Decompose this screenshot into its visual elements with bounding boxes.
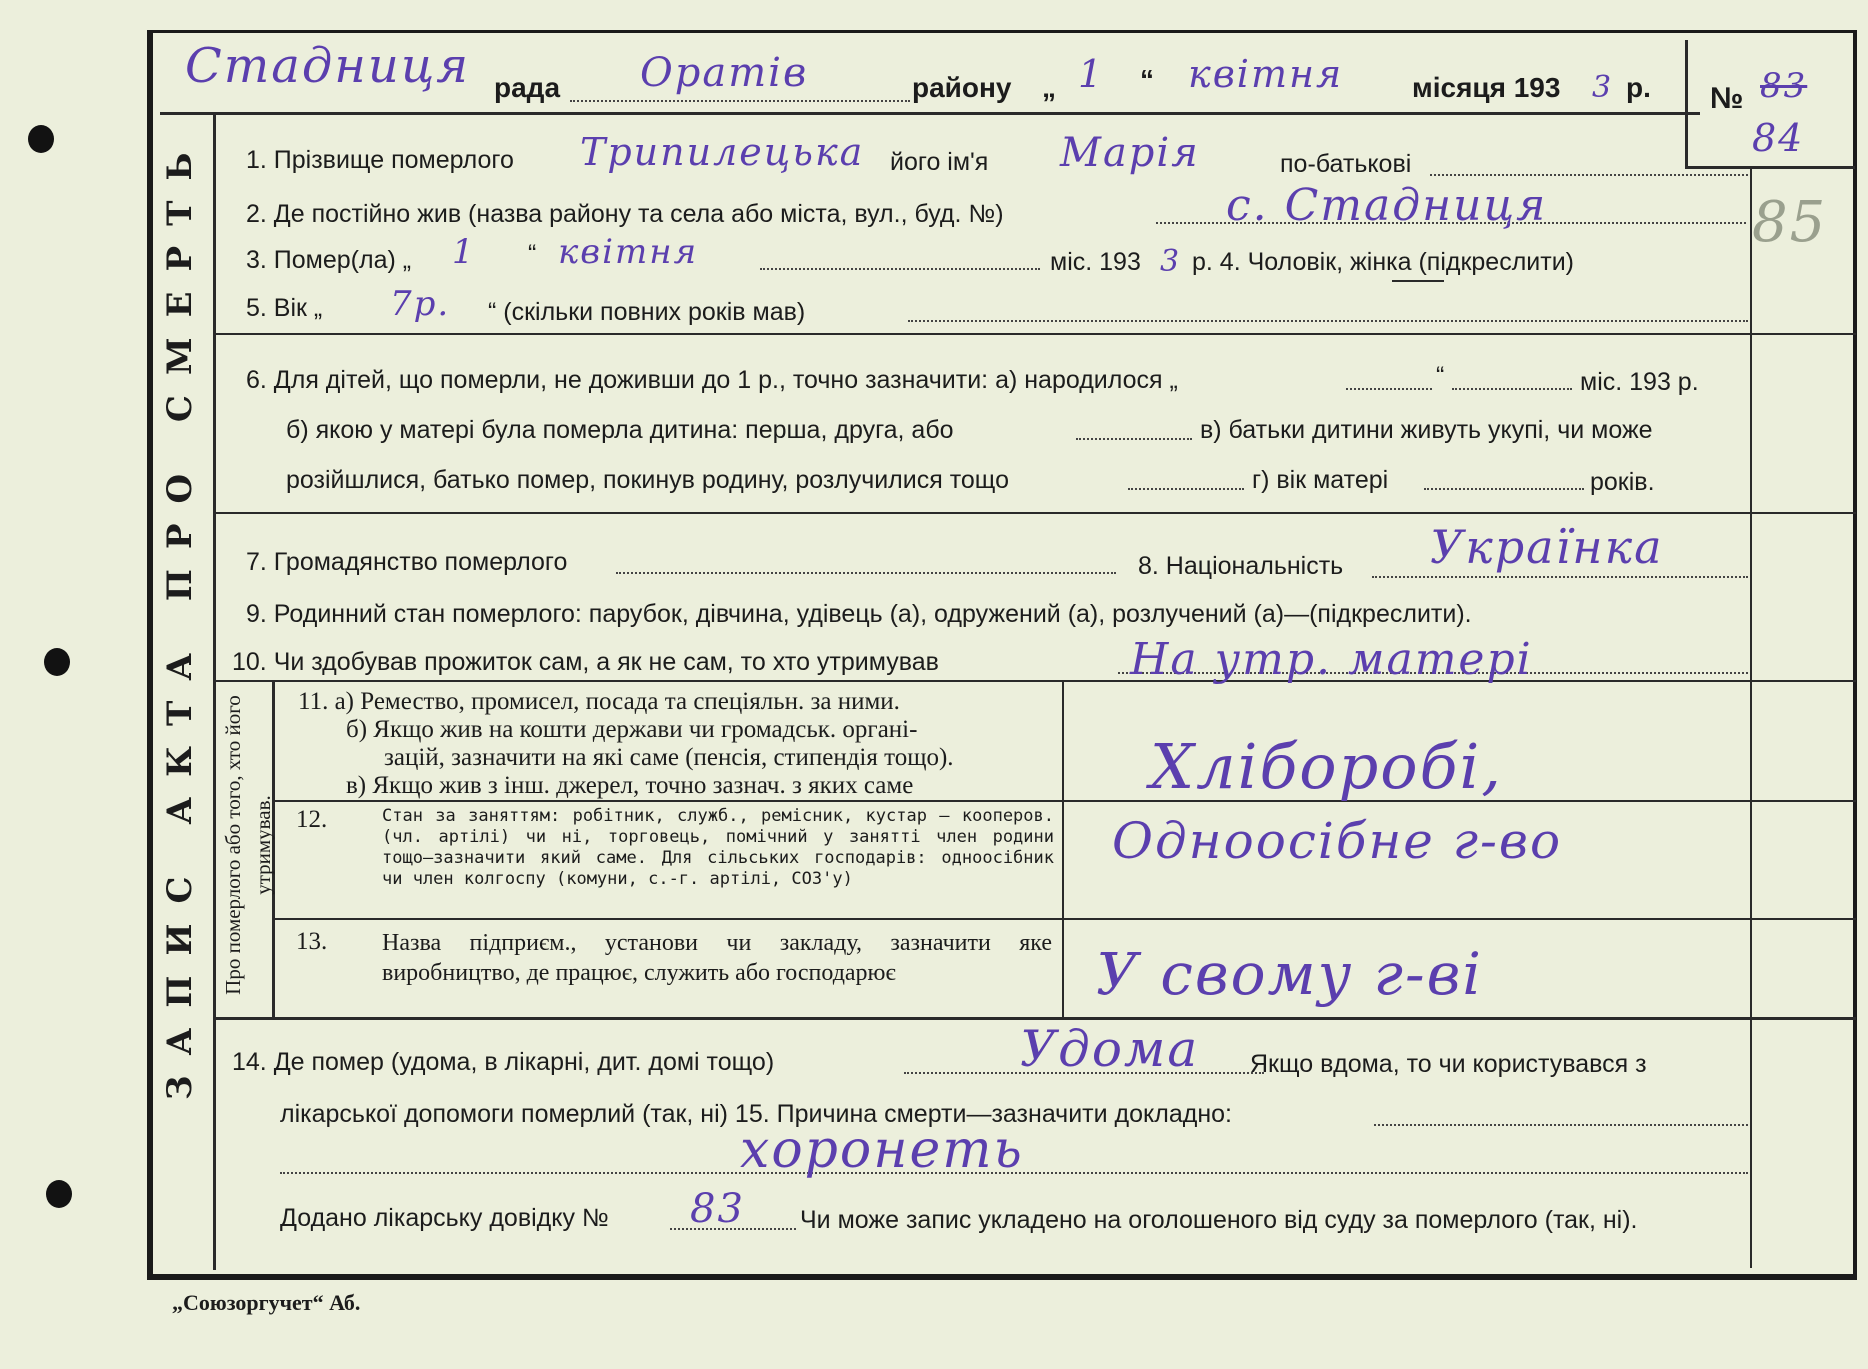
row12-top-rule bbox=[272, 800, 1856, 802]
left-column-rule bbox=[213, 112, 216, 1270]
district-label: району bbox=[912, 72, 1012, 103]
row6-line3-c: років. bbox=[1590, 468, 1655, 496]
cause-of-death-handwriting: хоронеть bbox=[740, 1120, 1024, 1180]
row15-dots bbox=[1374, 1124, 1748, 1126]
publisher-footer: „Союзоргучет“ Аб. bbox=[172, 1290, 361, 1315]
row3-dots bbox=[760, 268, 1040, 270]
name-label: його ім'я bbox=[890, 148, 989, 176]
row6-mother-age-dots bbox=[1424, 488, 1584, 490]
row14-line2: лікарської допомоги померлий (так, ні) 15. Причина смерти—зазначити докладно: bbox=[280, 1100, 1232, 1128]
row6-line2-a: б) якою у матері була померла дитина: перша, друга, або bbox=[286, 416, 954, 444]
row1-label: 1. Прізвище померлого bbox=[246, 146, 514, 174]
block11-top-rule bbox=[216, 680, 1856, 682]
council-handwriting: Стадниця bbox=[185, 38, 471, 94]
row3-year-label: міс. 193 bbox=[1050, 248, 1141, 276]
patronymic-label: по-батькові bbox=[1280, 150, 1412, 178]
row9-label: 9. Родинний стан померлого: парубок, дівчина, удівець (а), одружений (а), розлучений (а)—(підкреслити). bbox=[246, 600, 1472, 628]
employment-status-handwriting: Одноосібне г-во bbox=[1112, 812, 1563, 870]
number-handwriting: 83 bbox=[1760, 66, 1808, 106]
row10-label: 10. Чи здобував прожиток сам, а як не сам, то хто утримував bbox=[232, 648, 939, 676]
council-label: рада bbox=[494, 72, 561, 103]
month-label: місяця 193 bbox=[1412, 72, 1561, 103]
row11-a: 11. а) Ремество, промисел, посада та спеціяльн. за ними. bbox=[298, 688, 900, 715]
row11-c: в) Якщо жив з інш. джерел, точно зазнач. з яких саме bbox=[346, 772, 914, 799]
row5-tail: “ (скільки повних років мав) bbox=[488, 298, 806, 326]
row6-line1-tail: міс. 193 р. bbox=[1580, 368, 1699, 396]
residence-handwriting: с. Стадниця bbox=[1226, 180, 1548, 231]
number-box-bottom bbox=[1685, 166, 1855, 169]
supporter-handwriting: На утр. матері bbox=[1130, 634, 1533, 685]
row3-sex-label: р. 4. Чоловік, жінка (підкреслити) bbox=[1192, 248, 1575, 276]
side-subtitle: Про померлого або того, хто його утримував. bbox=[221, 695, 275, 995]
row12-text: Стан за заняттям: робітник, служб., ремісник, кустар — кооперов. (чл. артілі) чи ні, торговець, помічний у занятті член родини тощо—зазначити який саме. Для сільських господарів: одноосібник чи член колгоспу (комуни, с.-г. артілі, СОЗ'у) bbox=[382, 806, 1054, 889]
patronymic-dots bbox=[1430, 174, 1748, 176]
certificate-number-handwriting: 83 bbox=[690, 1186, 745, 1232]
number-box-left bbox=[1685, 40, 1688, 168]
workplace-handwriting: У свому г-ві bbox=[1096, 940, 1483, 1008]
row6-line1: 6. Для дітей, що померли, не доживши до 1 р., точно зазначити: а) народилося „ bbox=[246, 366, 1178, 394]
attachment-label: Додано лікарську довідку № bbox=[280, 1204, 609, 1232]
close-quote: “ bbox=[1140, 64, 1154, 95]
row11-b1: б) Якщо жив на кошти держави чи громадськ. органі- bbox=[346, 716, 918, 743]
row14-label: 14. Де помер (удома, в лікарні, дит. домі тощо) bbox=[232, 1048, 775, 1076]
row13-text: Назва підприєм., установи чи закладу, зазначити яке виробництво, де працює, служить або господарює bbox=[382, 930, 1052, 986]
day-handwriting: 1 bbox=[1078, 52, 1105, 96]
year-handwriting: 3 bbox=[1592, 70, 1614, 105]
row5-dots bbox=[908, 320, 1748, 322]
row14-tail: Якщо вдома, то чи користувався з bbox=[1250, 1050, 1647, 1078]
row3-quote: “ bbox=[528, 240, 537, 268]
header-rule bbox=[160, 112, 1700, 115]
row6-bottom-rule bbox=[216, 512, 1856, 514]
binder-hole bbox=[46, 1180, 72, 1208]
place-of-death-handwriting: Удома bbox=[1020, 1020, 1200, 1078]
name-handwriting: Марія bbox=[1060, 130, 1200, 176]
row12-number: 12. bbox=[296, 806, 328, 833]
row6-line2-b: в) батьки дитини живуть укупі, чи може bbox=[1200, 416, 1653, 444]
row8-dots bbox=[1372, 576, 1748, 578]
death-year-handwriting: 3 bbox=[1160, 244, 1182, 279]
open-quote: „ bbox=[1042, 72, 1056, 103]
row8-label: 8. Національність bbox=[1138, 552, 1344, 580]
row6-line3-b: г) вік матері bbox=[1252, 466, 1389, 494]
council-dots bbox=[570, 100, 910, 102]
row11-b2: зацій, зазначити на які саме (пенсія, стипендія тощо). bbox=[384, 744, 954, 771]
row7-dots bbox=[616, 572, 1116, 574]
row13-top-rule bbox=[272, 918, 1856, 920]
age-handwriting: 7р. bbox=[390, 284, 451, 324]
occupation-handwriting: Хліборобі, bbox=[1150, 730, 1504, 803]
number-label: № bbox=[1710, 82, 1744, 115]
row13-number: 13. bbox=[296, 928, 328, 955]
row6-order-dots bbox=[1076, 438, 1192, 440]
block11-right-rule bbox=[1062, 680, 1064, 1017]
month-handwriting: квітня bbox=[1188, 52, 1344, 96]
row6-top-rule bbox=[216, 333, 1856, 335]
binder-hole bbox=[28, 125, 54, 153]
binder-hole bbox=[44, 648, 70, 676]
side-title: ЗАПИС АКТА ПРО СМЕРТЬ bbox=[160, 132, 200, 1100]
row2-label: 2. Де постійно жив (назва району та села або міста, вул., буд. №) bbox=[246, 200, 1004, 228]
row6-line1-mid: “ bbox=[1436, 362, 1445, 390]
district-handwriting: Оратів bbox=[640, 50, 809, 96]
row7-label: 7. Громадянство померлого bbox=[246, 548, 568, 576]
female-underline bbox=[1392, 280, 1444, 282]
death-month-handwriting: квітня bbox=[558, 232, 699, 272]
surname-handwriting: Трипилецька bbox=[580, 130, 865, 174]
nationality-handwriting: Українка bbox=[1430, 520, 1664, 574]
attachment-tail: Чи може запис укладено на оголошеного від суду за померлого (так, ні). bbox=[800, 1206, 1638, 1234]
row6-born-dots bbox=[1346, 388, 1432, 390]
number-handwriting-corrected: 84 bbox=[1752, 116, 1805, 160]
row6-parents-dots bbox=[1128, 488, 1244, 490]
row5-label: 5. Вік „ bbox=[246, 294, 323, 322]
row6-born-dots-2 bbox=[1452, 388, 1572, 390]
death-day-handwriting: 1 bbox=[452, 232, 476, 272]
row3-label: 3. Помер(ла) „ bbox=[246, 246, 412, 274]
row6-line3-a: розійшлися, батько помер, покинув родину, розлучилися тощо bbox=[286, 466, 1009, 494]
year-suffix: р. bbox=[1626, 72, 1651, 103]
margin-pencil-number: 85 bbox=[1752, 190, 1828, 255]
